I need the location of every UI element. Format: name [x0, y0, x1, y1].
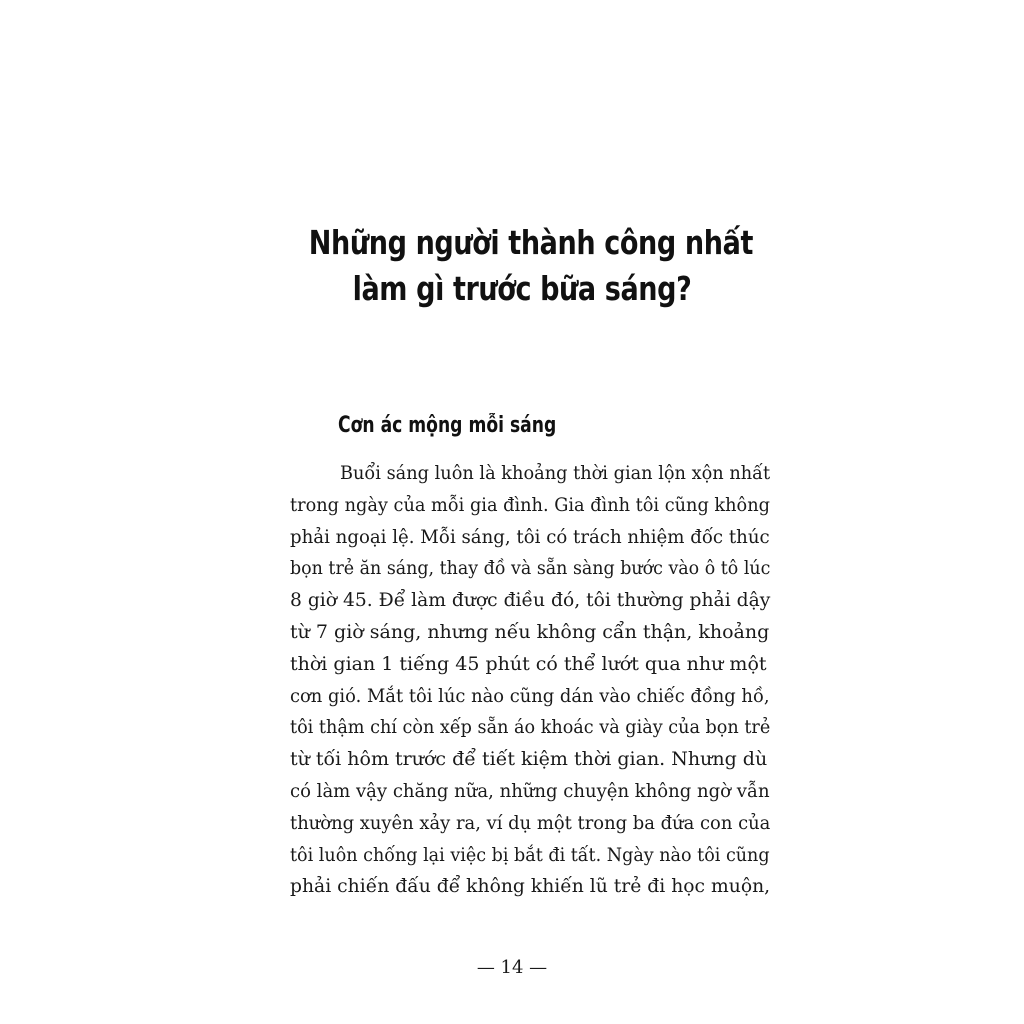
body-line: thời gian 1 tiếng 45 phút có thể lướt qua như một — [290, 652, 767, 675]
body-line: trong ngày của mỗi gia đình. Gia đình tôi cũng không — [290, 493, 770, 516]
body-line: phải ngoại lệ. Mỗi sáng, tôi có trách nhiệm đốc thúc — [290, 525, 770, 548]
body-line: thường xuyên xảy ra, ví dụ một trong ba đứa con của — [290, 811, 771, 834]
chapter-title-line-2: làm gì trước bữa sáng? — [352, 269, 692, 308]
body-line: có làm vậy chăng nữa, những chuyện không ngờ vẫn — [290, 779, 770, 802]
body-line: 8 giờ 45. Để làm được điều đó, tôi thường phải dậy — [290, 589, 771, 612]
section-heading: Cơn ác mộng mỗi sáng — [338, 413, 557, 438]
body-line: cơn gió. Mắt tôi lúc nào cũng dán vào chiếc đồng hồ, — [290, 684, 770, 707]
chapter-title-line-1: Những người thành công nhất — [308, 223, 753, 262]
body-line: từ tối hôm trước để tiết kiệm thời gian. Nhưng dù — [290, 748, 768, 771]
body-paragraph — [290, 458, 770, 903]
body-line: tôi luôn chống lại việc bị bắt đi tất. Ngày nào tôi cũng — [290, 843, 770, 866]
body-line: tôi thậm chí còn xếp sẵn áo khoác và giày của bọn trẻ — [290, 716, 771, 739]
page-number: — 14 — — [476, 957, 548, 978]
body-line: từ 7 giờ sáng, nhưng nếu không cẩn thận, khoảng — [290, 620, 770, 643]
body-line: phải chiến đấu để không khiến lũ trẻ đi học muộn, — [290, 875, 771, 898]
body-line: Buổi sáng luôn là khoảng thời gian lộn xộn nhất — [339, 462, 771, 484]
chapter-title — [308, 220, 753, 312]
body-line: bọn trẻ ăn sáng, thay đồ và sẵn sàng bước vào ô tô lúc — [290, 557, 771, 580]
